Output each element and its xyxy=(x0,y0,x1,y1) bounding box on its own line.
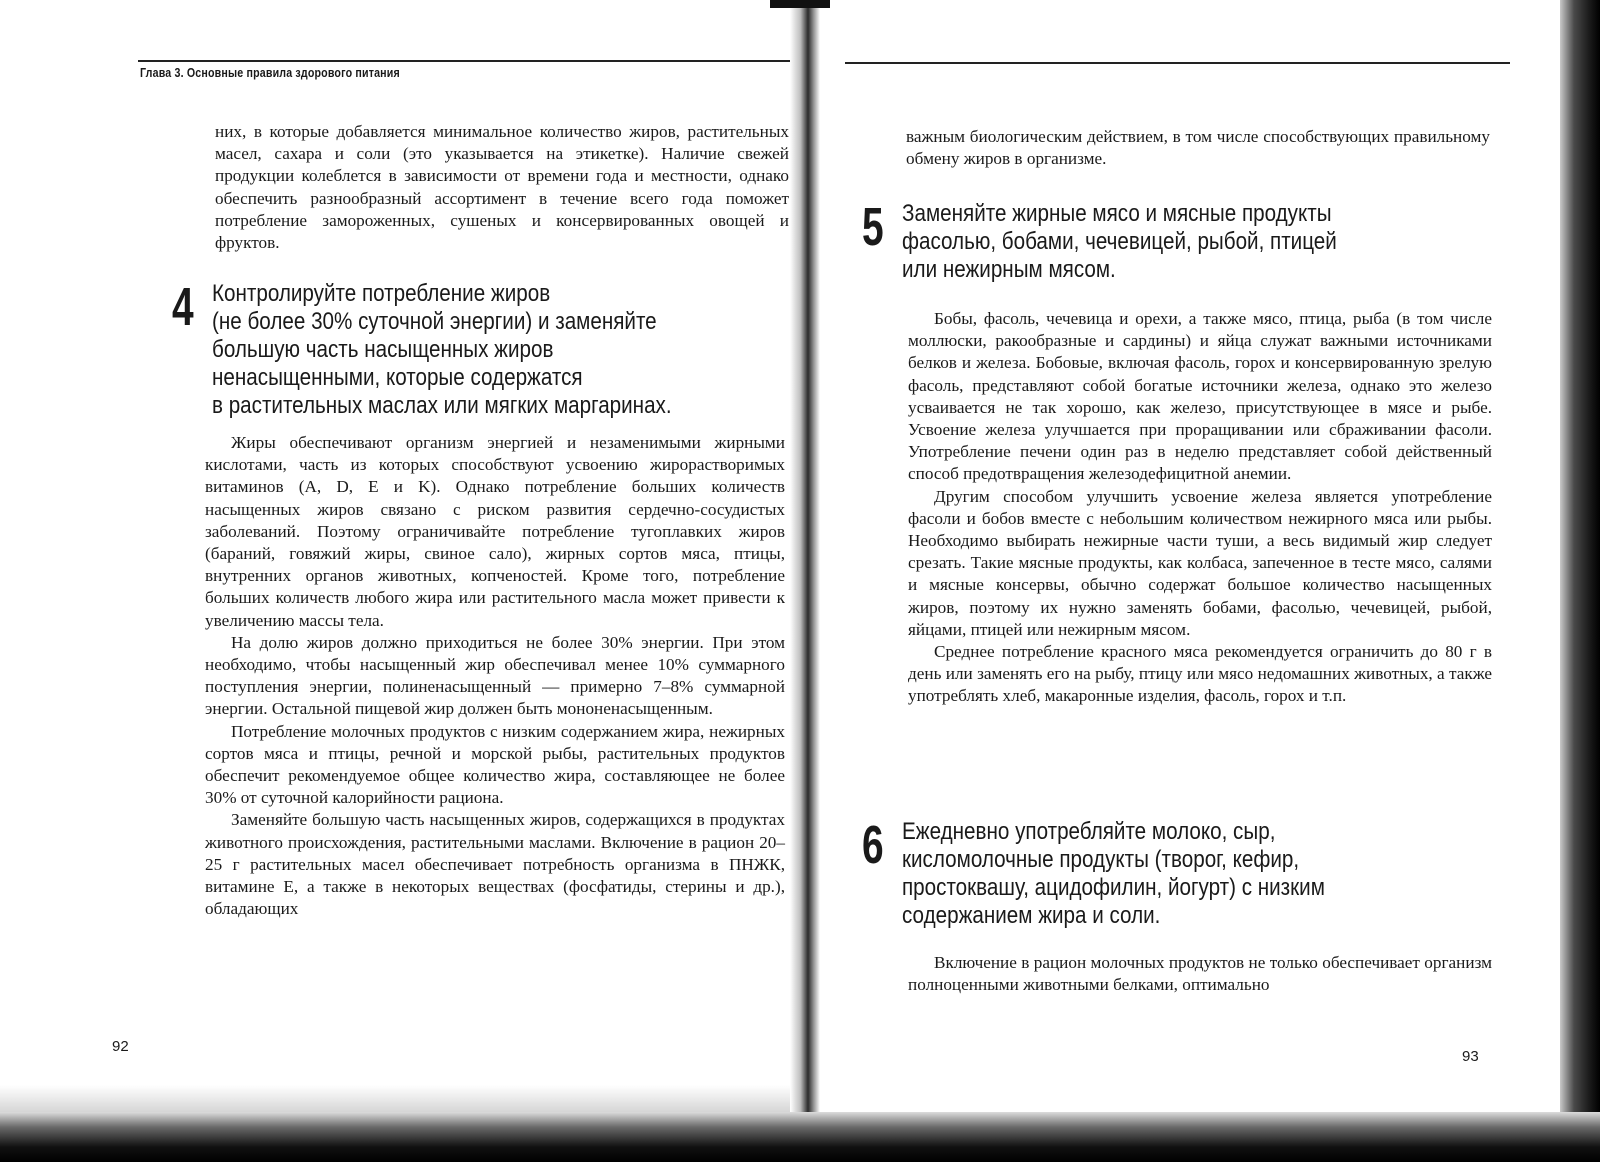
section-5 xyxy=(862,197,1502,290)
paragraph: Жиры обеспечивают организм энергией и незаменимыми жирными кислотами, часть из которых способствуют усвоению жирорастворимых витаминов (А, D, E и K). Однако потребление больших количеств насыщенных жиров связано с риском развития сердечно-сосудистых заболеваний. Поэтому ограничивайте потребление тугоплавких жиров (бараний, говяжий жиры, свиное сало), жирных сортов мяса, птицы, внутренних органов животных, копченостей. Кроме того, потребление больших количеств любого жира или растительного масла может привести к увеличению массы тела. xyxy=(205,433,785,630)
paragraph: Заменяйте большую часть насыщенных жиров, содержащихся в продуктах животного происхождения, растительными маслами. Включение в рацион 20–25 г растительных масел обеспечивает потребность организма в ПНЖК, витамине Е, а также в некоторых веществах (фосфатиды, стерины и др.), обладающих xyxy=(205,810,785,919)
bottom-shadow xyxy=(0,1112,1600,1162)
section-heading: Заменяйте жирные мясо и мясные продукты фасолью, бобами, чечевицей, рыбой, птицей или нежирным мясом. xyxy=(902,200,1337,283)
paragraph: Включение в рацион молочных продуктов не только обеспечивает организм полноценными животными белками, оптимально xyxy=(908,953,1492,995)
paragraph: Другим способом улучшить усвоение железа является употребление фасоли и бобов вместе с небольшим количеством нежирного мяса или рыбы. Необходимо выбирать нежирные части туши, а весь видимый жир следует срезать. Такие мясные продукты, как колбаса, запеченное в тесте мясо, салями и мясные консервы, обычно содержат большое количество насыщенных жиров, поэтому их нужно заменять бобами, фасолью, чечевицей, рыбой, яйцами, птицей или нежирным мясом. xyxy=(908,486,1492,639)
body-text xyxy=(205,432,785,920)
page-edge-shadow xyxy=(0,1085,800,1115)
intro-text xyxy=(906,126,1490,170)
gutter-top-shadow xyxy=(770,0,830,8)
page-number: 93 xyxy=(1462,1048,1479,1065)
section-number: 4 xyxy=(172,277,194,337)
right-page xyxy=(812,0,1564,1120)
section-4 xyxy=(172,277,792,430)
paragraph: Потребление молочных продуктов с низким содержанием жира, нежирных сортов мяса и птицы, речной и морской рыбы, растительных продуктов обеспечит рекомендуемое общее количество жира, составляющее не более 30% от суточной калорийности рациона. xyxy=(205,721,785,808)
book-gutter xyxy=(790,0,820,1130)
intro-text xyxy=(215,121,789,254)
running-head: Глава 3. Основные правила здорового питания xyxy=(140,65,400,80)
body-text xyxy=(908,952,1492,996)
section-6 xyxy=(862,815,1502,938)
page-number: 92 xyxy=(112,1038,129,1055)
header-rule xyxy=(845,62,1510,64)
left-page xyxy=(0,0,800,1120)
section-heading: Ежедневно употребляйте молоко, сыр, кисломолочные продукты (творог, кефир, простоквашу, ацидофилин, йогурт) с низким содержанием жира и соли. xyxy=(902,818,1325,929)
page-edge-stack xyxy=(1560,0,1600,1162)
paragraph: важным биологическим действием, в том числе способствующих правильному обмену жиров в организме. xyxy=(906,127,1490,169)
section-number: 6 xyxy=(862,815,884,875)
section-heading: Контролируйте потребление жиров (не более 30% суточной энергии) и заменяйте большую часть насыщенных жиров ненасыщенными, которые содержатся в растительных маслах или мягких маргаринах. xyxy=(212,280,672,419)
header-rule xyxy=(138,60,798,62)
paragraph: них, в которые добавляется минимальное количество жиров, растительных масел, сахара и соли (это указывается на этикетке). Наличие свежей продукции колеблется в зависимости от времени года и местности, однако обеспечить разнообразный ассортимент в течение всего года поможет потребление замороженных, сушеных и консервированных овощей и фруктов. xyxy=(215,122,789,253)
body-text xyxy=(908,308,1492,708)
section-number: 5 xyxy=(862,197,884,257)
paragraph: Бобы, фасоль, чечевица и орехи, а также мясо, птица, рыба (в том числе моллюски, ракообразные и сардины) и яйца служат важными источниками белков и железа. Бобовые, включая фасоль, горох и консервированную зрелую фасоль, представляют собой богатые источники железа, однако это железо усваивается не так хорошо, как железо, присутствующее в мясе и рыбе. Усвоение железа улучшается при проращивании или сбраживании фасоли. Употребление печени один раз в неделю представляет собой действенный способ предотвращения железодефицитной анемии. xyxy=(908,309,1492,484)
paragraph: Среднее потребление красного мяса рекомендуется ограничить до 80 г в день или заменять его на рыбу, птицу или мясо недомашних животных, а также употреблять хлеб, макаронные изделия, фасоль, горох и т.п. xyxy=(908,642,1492,706)
paragraph: На долю жиров должно приходиться не более 30% энергии. При этом необходимо, чтобы насыщенный жир обеспечивал менее 10% суммарного поступления энергии, полиненасыщенный — примерно 7–8% суммарной энергии. Остальной пищевой жир должен быть мононенасыщенным. xyxy=(205,632,785,719)
